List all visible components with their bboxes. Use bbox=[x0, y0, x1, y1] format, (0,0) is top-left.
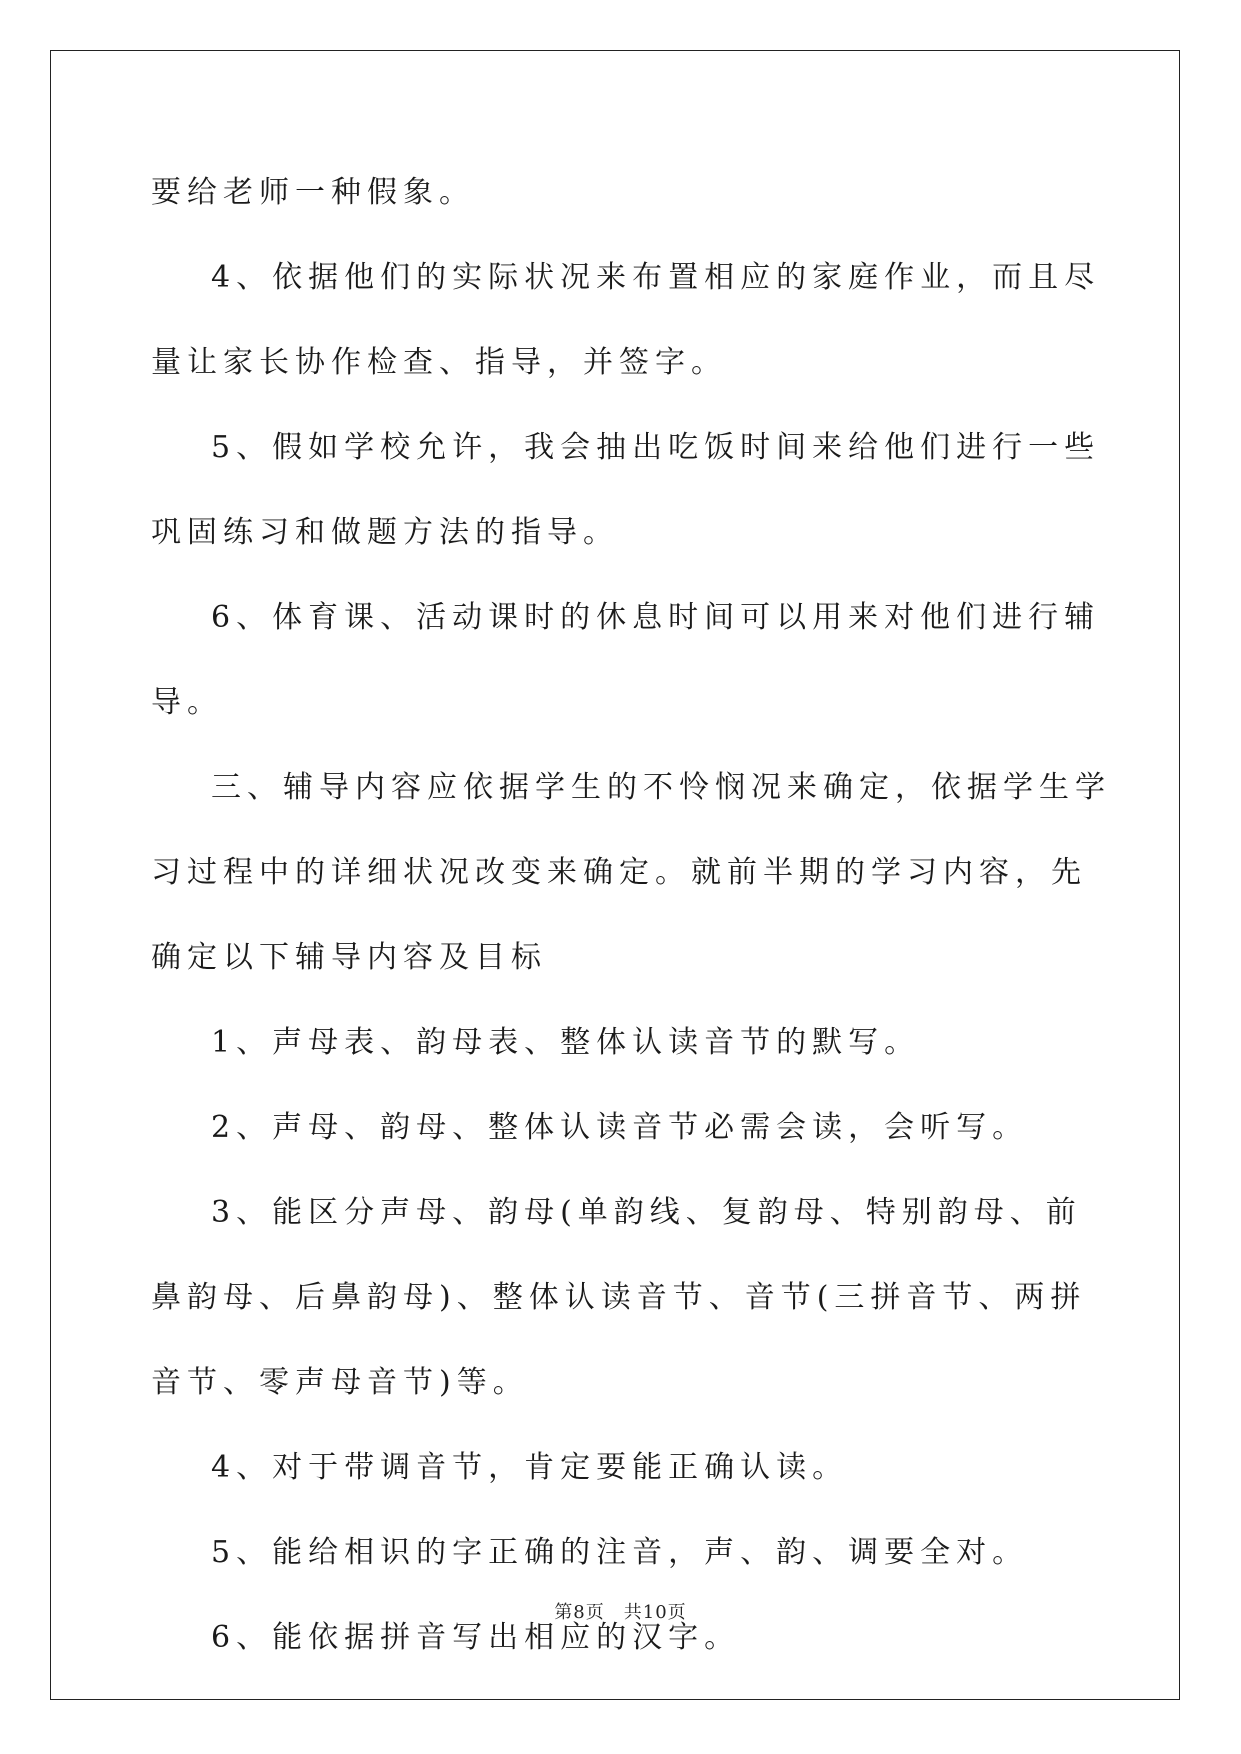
page-footer: 第8页 共10页 bbox=[554, 1602, 687, 1623]
paragraph-2: 4、依据他们的实际状况来布置相应的家庭作业，而且尽量让家长协作检查、指导，并签字。 bbox=[151, 260, 1101, 380]
paragraph-8: 3、能区分声母、韵母(单韵线、复韵母、特别韵母、前鼻韵母、后鼻韵母)、整体认读音节、音节(三拼音节、两拼音节、零声母音节)等。 bbox=[151, 1195, 1087, 1400]
paragraph-9: 4、对于带调音节，肯定要能正确认读。 bbox=[211, 1450, 849, 1485]
paragraph-1: 要给老师一种假象。 bbox=[151, 175, 475, 210]
paragraph-5: 三、辅导内容应依据学生的不怜悯况来确定，依据学生学习过程中的详细状况改变来确定。就前半期的学习内容，先确定以下辅导内容及目标 bbox=[151, 770, 1111, 975]
paragraph-11: 6、能依据拼音写出相应的汉字。 bbox=[211, 1620, 741, 1655]
paragraph-3: 5、假如学校允许，我会抽出吃饭时间来给他们进行一些巩固练习和做题方法的指导。 bbox=[151, 430, 1101, 550]
paragraph-6: 1、声母表、韵母表、整体认读音节的默写。 bbox=[211, 1025, 921, 1060]
document-body bbox=[151, 150, 1111, 1680]
paragraph-4: 6、体育课、活动课时的休息时间可以用来对他们进行辅导。 bbox=[151, 600, 1101, 720]
paragraph-7: 2、声母、韵母、整体认读音节必需会读，会听写。 bbox=[211, 1110, 1029, 1145]
paragraph-10: 5、能给相识的字正确的注音，声、韵、调要全对。 bbox=[211, 1535, 1029, 1570]
